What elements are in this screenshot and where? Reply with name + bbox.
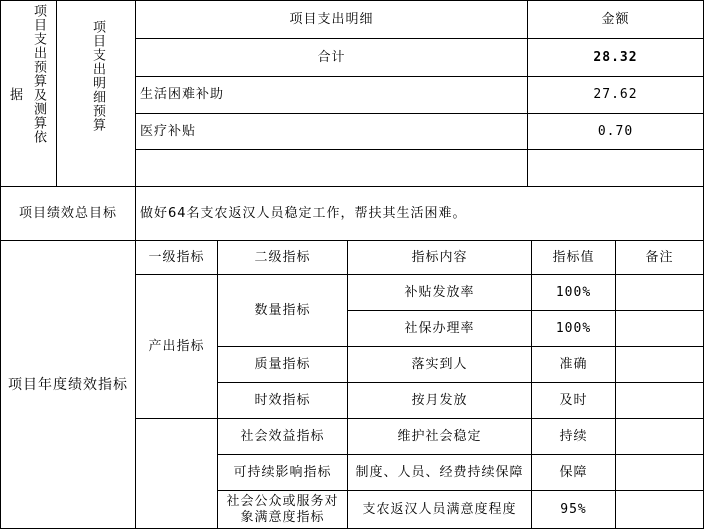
budget-row-amount: 0.70 bbox=[597, 123, 634, 139]
header-level2: 二级指标 bbox=[254, 249, 311, 265]
indicators-section-label: 项目年度绩效指标 bbox=[8, 376, 128, 393]
indicator-content: 按月发放 bbox=[411, 392, 468, 408]
quantity-indicator-label: 数量指标 bbox=[254, 302, 311, 318]
header-content: 指标内容 bbox=[411, 249, 468, 265]
indicator-content: 维护社会稳定 bbox=[397, 428, 482, 444]
goal-label: 项目绩效总目标 bbox=[18, 205, 117, 221]
indicator-content: 落实到人 bbox=[411, 356, 468, 372]
col-header-detail: 项目支出明细 bbox=[289, 11, 374, 27]
budget-row-name bbox=[136, 150, 527, 186]
social-indicator-label: 社会效益指标 bbox=[240, 428, 325, 444]
budget-row-name: 医疗补贴 bbox=[140, 123, 197, 139]
indicator-value: 及时 bbox=[559, 392, 588, 408]
indicator-value: 100% bbox=[555, 320, 592, 336]
indicator-value: 准确 bbox=[559, 356, 588, 372]
budget-row-amount bbox=[528, 150, 703, 186]
indicator-content: 支农返汉人员满意度程度 bbox=[362, 501, 517, 517]
budget-row-amount: 27.62 bbox=[593, 87, 638, 102]
indicator-value: 95% bbox=[560, 501, 587, 517]
total-value: 28.32 bbox=[593, 49, 638, 65]
goal-text: 做好64名支农返汉人员稳定工作，帮扶其生活困难。 bbox=[140, 205, 467, 221]
sustainability-indicator-label: 可持续影响指标 bbox=[233, 464, 332, 480]
quality-indicator-label: 质量指标 bbox=[254, 356, 311, 372]
grid-v-56 bbox=[56, 0, 57, 186]
header-value: 指标值 bbox=[552, 249, 595, 265]
grid-v-615 bbox=[615, 240, 616, 529]
detail-budget-label: 项目支出明细预算 bbox=[90, 20, 105, 132]
timeliness-indicator-label: 时效指标 bbox=[254, 392, 311, 408]
indicator-content: 制度、人员、经费持续保障 bbox=[355, 464, 524, 480]
header-level1: 一级指标 bbox=[148, 249, 205, 265]
budget-section-label-tail: 据 bbox=[10, 88, 24, 103]
satisfaction-indicator-label: 社会公众或服务对象满意度指标 bbox=[226, 493, 339, 525]
indicator-value: 持续 bbox=[559, 428, 588, 444]
indicator-value: 100% bbox=[555, 284, 592, 300]
col-header-amount: 金额 bbox=[601, 11, 630, 27]
indicator-content: 社保办理率 bbox=[404, 320, 475, 336]
budget-section-label: 项目支出预算及测算依 bbox=[31, 4, 46, 144]
header-note: 备注 bbox=[645, 249, 674, 265]
output-indicator-label: 产出指标 bbox=[148, 338, 205, 354]
indicator-content: 补贴发放率 bbox=[404, 284, 475, 300]
total-label: 合计 bbox=[317, 49, 346, 65]
indicator-value: 保障 bbox=[559, 464, 588, 480]
budget-row-name: 生活困难补助 bbox=[140, 87, 225, 102]
